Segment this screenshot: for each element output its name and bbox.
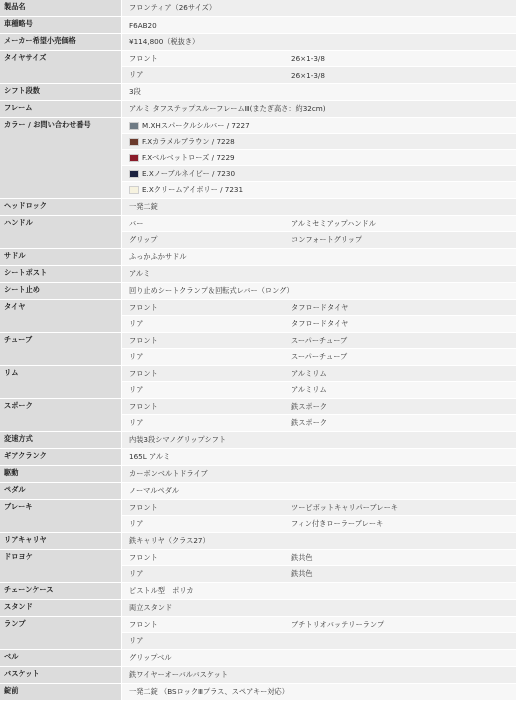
spec-value: F6AB20 (129, 20, 157, 30)
spec-sub-label: リア (129, 569, 144, 578)
spec-label: 車種略号 (0, 17, 122, 33)
spec-sub-label: リア (129, 636, 144, 645)
spec-label: チェーンケース (0, 583, 122, 599)
spec-value: スーパーチューブ (291, 335, 348, 345)
spec-value: コンフォートグリップ (291, 235, 363, 244)
spec-value: フィン付きローラーブレーキ (291, 519, 384, 528)
spec-row (0, 51, 516, 84)
spec-row (0, 249, 516, 266)
spec-label: ベル (0, 650, 122, 666)
spec-label: タイヤサイズ (0, 51, 122, 83)
spec-value-row (122, 583, 516, 599)
spec-value: タフロードタイヤ (291, 302, 349, 312)
spec-value-row (122, 483, 516, 499)
spec-value-row (122, 51, 516, 67)
spec-row (0, 600, 516, 617)
spec-sub-label: グリップ (129, 235, 158, 244)
spec-label: スポーク (0, 399, 122, 431)
spec-value: 3段 (129, 87, 141, 96)
spec-value: 鉄共色 (291, 569, 313, 578)
spec-row (0, 283, 516, 300)
spec-value: F.Xカラメルブラウン / 7228 (142, 136, 235, 146)
spec-sub-label: フロント (129, 335, 158, 345)
spec-value-row (122, 67, 516, 83)
spec-value: ピストル型 ポリカ (129, 586, 194, 595)
spec-value-row (122, 617, 516, 633)
spec-value-row (122, 300, 516, 316)
spec-value-row (122, 101, 516, 117)
spec-value: 一発二錠 (129, 202, 158, 211)
spec-label: リアキャリヤ (0, 533, 122, 549)
color-swatch (129, 186, 139, 194)
spec-label: ドロヨケ (0, 550, 122, 582)
spec-row (0, 34, 516, 51)
spec-label: チューブ (0, 333, 122, 365)
spec-sub-label: リア (129, 319, 144, 328)
spec-value-row (122, 316, 516, 332)
spec-row (0, 533, 516, 550)
spec-value-row (122, 166, 516, 182)
spec-label: ブレーキ (0, 500, 122, 532)
spec-value-row (122, 17, 516, 33)
spec-value: 回り止めシートクランプ＆回転式レバー（ロング） (129, 286, 294, 295)
spec-row (0, 199, 516, 216)
spec-value-row (122, 232, 516, 248)
spec-value-row (122, 399, 516, 415)
spec-label: ヘッドロック (0, 199, 122, 215)
spec-value-row (122, 382, 516, 398)
spec-value-row (122, 415, 516, 431)
spec-value: 鉄ワイヤーオーバルバスケット (129, 670, 229, 679)
spec-value-row (122, 134, 516, 150)
spec-row (0, 500, 516, 533)
spec-value: タフロードタイヤ (291, 319, 349, 328)
spec-sub-label: フロント (129, 302, 158, 312)
spec-row (0, 266, 516, 283)
spec-row (0, 550, 516, 583)
spec-value: 内装3段シマノグリップシフト (129, 435, 227, 444)
spec-label: バスケット (0, 667, 122, 683)
spec-sub-label: フロント (129, 53, 158, 63)
spec-row (0, 667, 516, 684)
spec-value-row (122, 466, 516, 482)
spec-row (0, 466, 516, 483)
spec-label: 変速方式 (0, 432, 122, 448)
spec-value: カーボンベルトドライブ (129, 469, 208, 478)
spec-value-row (122, 449, 516, 465)
spec-value: グリップベル (129, 653, 172, 662)
spec-row (0, 617, 516, 650)
spec-value-row (122, 118, 516, 134)
spec-row (0, 650, 516, 667)
spec-value-row (122, 150, 516, 166)
spec-value-row (122, 600, 516, 616)
spec-row (0, 0, 516, 17)
spec-row (0, 333, 516, 366)
spec-value: M.XHスパークルシルバー / 7227 (142, 120, 250, 130)
spec-value: F.Xベルベットローズ / 7229 (142, 152, 235, 162)
spec-value: 両立スタンド (129, 603, 173, 612)
spec-label: リム (0, 366, 122, 398)
color-swatch (129, 170, 139, 178)
spec-value: ¥114,800（税抜き） (129, 37, 200, 46)
spec-value-row (122, 566, 516, 582)
spec-value: アルミリム (291, 385, 327, 394)
spec-label: ハンドル (0, 216, 122, 248)
spec-value-row (122, 0, 516, 16)
color-swatch (129, 154, 139, 162)
spec-label: メーカー希望小売価格 (0, 34, 122, 50)
spec-row (0, 17, 516, 34)
spec-value: 26×1-3/8 (291, 70, 325, 80)
spec-sub-label: リア (129, 385, 144, 394)
spec-value: 鉄共色 (291, 552, 313, 562)
spec-value-row (122, 182, 516, 198)
spec-label: 駆動 (0, 466, 122, 482)
spec-row (0, 300, 516, 333)
spec-sub-label: フロント (129, 619, 158, 629)
spec-value-row (122, 633, 516, 649)
spec-value-row (122, 333, 516, 349)
spec-value: アルミリム (291, 368, 327, 378)
spec-value: ツーピボットキャリパーブレーキ (291, 502, 398, 512)
spec-value-row (122, 684, 516, 700)
spec-value-row (122, 432, 516, 448)
spec-sub-label: リア (129, 70, 144, 79)
spec-value: フロンティア（26サイズ） (129, 3, 217, 12)
spec-value-row (122, 199, 516, 215)
spec-row (0, 216, 516, 249)
spec-label: ペダル (0, 483, 122, 499)
spec-label: ランプ (0, 617, 122, 649)
spec-label: ギアクランク (0, 449, 122, 465)
spec-row (0, 399, 516, 432)
spec-label: 錠前 (0, 684, 122, 700)
spec-sub-label: リア (129, 418, 144, 427)
spec-value-row (122, 500, 516, 516)
spec-row (0, 483, 516, 500)
spec-value: 鉄キャリヤ（クラス27） (129, 536, 210, 545)
spec-value: スーパーチューブ (291, 352, 348, 361)
spec-value: 26×1-3/8 (291, 54, 325, 63)
spec-value: アルミセミアップハンドル (291, 218, 376, 228)
spec-sub-label: バー (129, 218, 144, 228)
spec-label: サドル (0, 249, 122, 265)
color-swatch (129, 122, 139, 130)
spec-sub-label: フロント (129, 368, 158, 378)
spec-row (0, 583, 516, 600)
spec-row (0, 684, 516, 701)
spec-sub-label: リア (129, 519, 144, 528)
spec-value-row (122, 249, 516, 265)
spec-row (0, 432, 516, 449)
spec-value: E.Xクリームアイボリー / 7231 (142, 185, 244, 194)
spec-label: スタンド (0, 600, 122, 616)
spec-value: ふっかふかサドル (129, 252, 187, 261)
spec-value: 165L アルミ (129, 452, 171, 461)
spec-label: カラー / お問い合わせ番号 (0, 118, 122, 198)
spec-value-row (122, 533, 516, 549)
spec-value-row (122, 216, 516, 232)
color-swatch (129, 138, 139, 146)
spec-value-row (122, 516, 516, 532)
spec-value: ノーマルペダル (129, 486, 180, 495)
spec-label: シフト段数 (0, 84, 122, 100)
spec-value: 鉄スポーク (291, 401, 327, 411)
spec-row (0, 366, 516, 399)
spec-value-row (122, 550, 516, 566)
spec-value: E.Xノーブルネイビー / 7230 (142, 168, 236, 178)
spec-value-row (122, 366, 516, 382)
spec-row (0, 101, 516, 118)
spec-value-row (122, 283, 516, 299)
spec-value-row (122, 650, 516, 666)
spec-row (0, 449, 516, 466)
spec-value: 鉄スポーク (291, 418, 327, 427)
spec-row (0, 118, 516, 199)
spec-value-row (122, 266, 516, 282)
spec-row (0, 84, 516, 101)
spec-value-row (122, 84, 516, 100)
spec-label: フレーム (0, 101, 122, 117)
spec-value: 一発二錠 （BSロックⅢプラス、スペアキー対応） (129, 687, 289, 696)
spec-value: ブチトリオバッテリーランプ (291, 619, 385, 629)
spec-sub-label: フロント (129, 552, 158, 562)
spec-value: アルミ タフステップスルーフレームⅢ(またぎ高さ：約32cm) (129, 104, 326, 113)
spec-sub-label: フロント (129, 401, 158, 411)
spec-label: 製品名 (0, 0, 122, 16)
spec-label: タイヤ (0, 300, 122, 332)
spec-label: シート止め (0, 283, 122, 299)
spec-value-row (122, 349, 516, 365)
spec-value-row (122, 34, 516, 50)
spec-sub-label: フロント (129, 502, 158, 512)
spec-label: シートポスト (0, 266, 122, 282)
spec-sub-label: リア (129, 352, 144, 361)
spec-value-row (122, 667, 516, 683)
spec-value: アルミ (129, 269, 151, 278)
